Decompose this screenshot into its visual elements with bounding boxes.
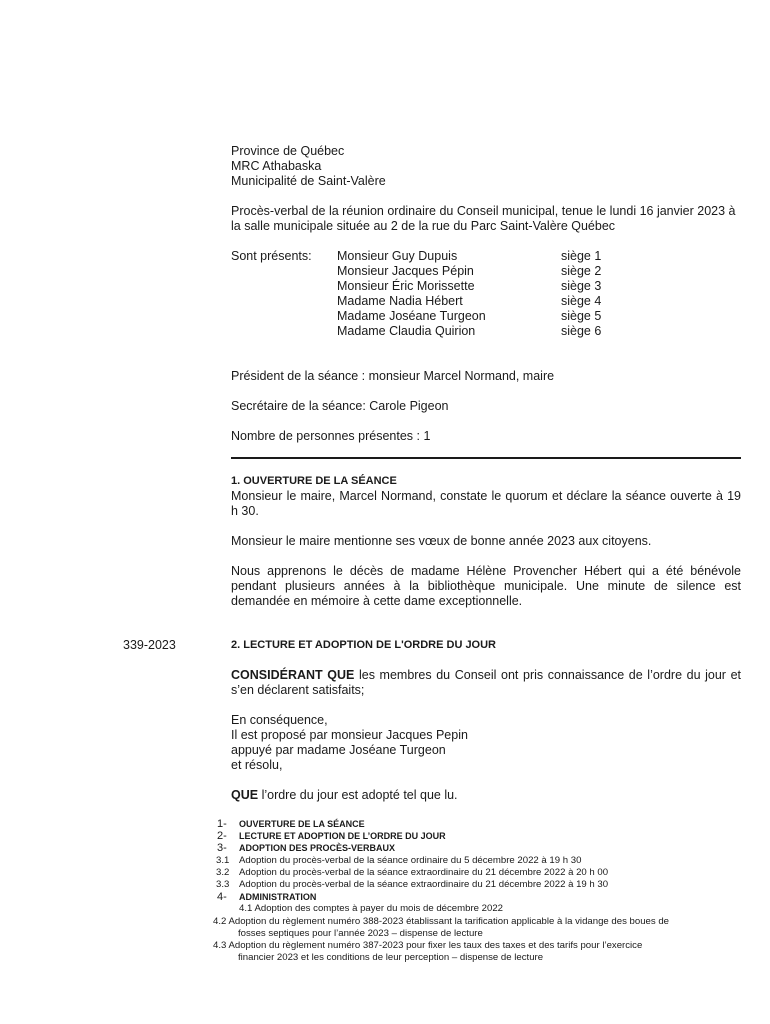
attendance-line: Nombre de personnes présentes : 1 — [231, 429, 431, 443]
member-name: Madame Claudia Quirion — [337, 324, 476, 338]
agenda-subitem-number: 3.1 — [216, 854, 230, 866]
agenda-subitem-text: Adoption du procès-verbal de la séance extraordinaire du 21 décembre 2022 à 20 h 00 — [239, 866, 609, 878]
present-row — [231, 264, 741, 279]
proposed-line: Il est proposé par monsieur Jacques Pepin — [231, 728, 468, 742]
agenda-subitem — [0, 855, 770, 867]
section-1-title: 1. OUVERTURE DE LA SÉANCE — [231, 475, 397, 487]
considerant-paragraph — [231, 668, 741, 698]
present-row — [231, 294, 741, 309]
presents-label: Sont présents: — [231, 249, 312, 263]
agenda-item — [0, 830, 770, 842]
agenda-subitem-text: Adoption du procès-verbal de la séance ordinaire du 5 décembre 2022 à 19 h 30 — [239, 854, 582, 866]
mrc-line: MRC Athabaska — [231, 159, 322, 173]
member-seat: siège 3 — [561, 279, 602, 293]
considerant-text: les membres du Conseil ont pris connaissance de l’ordre du jour et s’en déclarent satisfaits; — [231, 668, 741, 697]
agenda-subitem — [0, 940, 770, 964]
intro-paragraph: Procès-verbal de la réunion ordinaire du Conseil municipal, tenue le lundi 16 janvier 2023 à la salle municipale située au 2 de la rue du Parc Saint-Valère Québec — [231, 204, 736, 233]
resolution-number: 339-2023 — [123, 638, 176, 652]
member-name: Monsieur Guy Dupuis — [337, 249, 458, 263]
agenda-item-number: 1- — [217, 818, 227, 830]
agenda-subitem-text: Adoption du procès-verbal de la séance extraordinaire du 21 décembre 2022 à 19 h 30 — [239, 878, 609, 890]
agenda-item-text: ADMINISTRATION — [239, 892, 317, 903]
que-text: l’ordre du jour est adopté tel que lu. — [258, 788, 458, 802]
section-1-paragraph-3: Nous apprenons le décès de madame Hélène Provencher Hébert qui a été bénévole pendant plusieurs années à la bibliothèque municipale. Une minute de silence est demandée en mémoire à cette dame exceptionnelle. — [231, 564, 741, 608]
section-opening — [231, 474, 741, 609]
agenda-subitem-number: 3.3 — [216, 878, 230, 890]
agenda-item-text: OUVERTURE DE LA SÉANCE — [239, 819, 365, 829]
agenda-item-number: 4- — [217, 891, 227, 904]
member-seat: siège 6 — [561, 324, 602, 338]
consequence-line: En conséquence, — [231, 713, 328, 727]
agenda-item-number: 2- — [217, 830, 227, 843]
present-row — [231, 279, 741, 294]
agenda-item-text: ADOPTION DES PROCÈS-VERBAUX — [239, 843, 396, 854]
section-divider — [231, 457, 741, 459]
agenda-subitem — [0, 916, 770, 940]
member-seat: siège 5 — [561, 309, 602, 323]
agenda-item — [0, 842, 770, 854]
province-line: Province de Québec — [231, 144, 345, 158]
present-row — [231, 324, 741, 339]
present-row — [231, 249, 741, 264]
section-1-paragraph-2: Monsieur le maire mentionne ses vœux de bonne année 2023 aux citoyens. — [231, 534, 652, 548]
agenda-subitem-number: 3.2 — [216, 866, 230, 878]
agenda-subitem-line: fosses septiques pour l’année 2023 – dispense de lecture — [238, 927, 483, 939]
agenda-subitem — [0, 903, 770, 915]
agenda-subitem-line: 4.2 Adoption du règlement numéro 388-2023 établissant la tarification applicable à la vidange des boues de — [213, 915, 670, 927]
agenda-subitem-text — [213, 940, 741, 964]
agenda-list — [0, 818, 770, 964]
municipality-line: Municipalité de Saint-Valère — [231, 174, 386, 188]
secretary-line: Secrétaire de la séance: Carole Pigeon — [231, 399, 449, 413]
considerant-keyword: CONSIDÉRANT QUE — [231, 668, 355, 682]
agenda-item-text: LECTURE ET ADOPTION DE L’ORDRE DU JOUR — [239, 831, 446, 842]
agenda-subitem — [0, 879, 770, 891]
agenda-subitem-line: financier 2023 et les conditions de leur perception – dispense de lecture — [238, 952, 544, 964]
agenda-item — [0, 818, 770, 830]
seconded-line: appuyé par madame Joséane Turgeon — [231, 743, 446, 757]
agenda-subitem — [0, 867, 770, 879]
section-1-paragraph-1: Monsieur le maire, Marcel Normand, constate le quorum et déclare la séance ouverte à 19 h 30. — [231, 489, 741, 518]
agenda-item — [0, 891, 770, 903]
que-paragraph — [231, 788, 741, 803]
member-name: Madame Nadia Hébert — [337, 294, 463, 308]
que-keyword: QUE — [231, 788, 259, 802]
section-2-title: 2. LECTURE ET ADOPTION DE L'ORDRE DU JOUR — [231, 639, 497, 651]
member-seat: siège 4 — [561, 294, 602, 308]
agenda-subitem-text — [213, 916, 741, 940]
section-agenda-adoption — [231, 638, 741, 803]
agenda-item-number: 3- — [217, 842, 227, 855]
member-seat: siège 2 — [561, 264, 602, 278]
member-name: Monsieur Éric Morissette — [337, 279, 475, 293]
president-line: Président de la séance : monsieur Marcel Normand, maire — [231, 369, 555, 383]
present-row — [231, 309, 741, 324]
member-seat: siège 1 — [561, 249, 602, 263]
agenda-subitem-text: 4.1 Adoption des comptes à payer du mois de décembre 2022 — [239, 903, 503, 915]
document-header — [231, 144, 741, 444]
member-name: Madame Joséane Turgeon — [337, 309, 486, 323]
resolved-line: et résolu, — [231, 758, 283, 772]
agenda-subitem-line: 4.3 Adoption du règlement numéro 387-2023 pour fixer les taux des taxes et des tarifs pour l’exercice — [213, 939, 643, 951]
member-name: Monsieur Jacques Pépin — [337, 264, 474, 278]
